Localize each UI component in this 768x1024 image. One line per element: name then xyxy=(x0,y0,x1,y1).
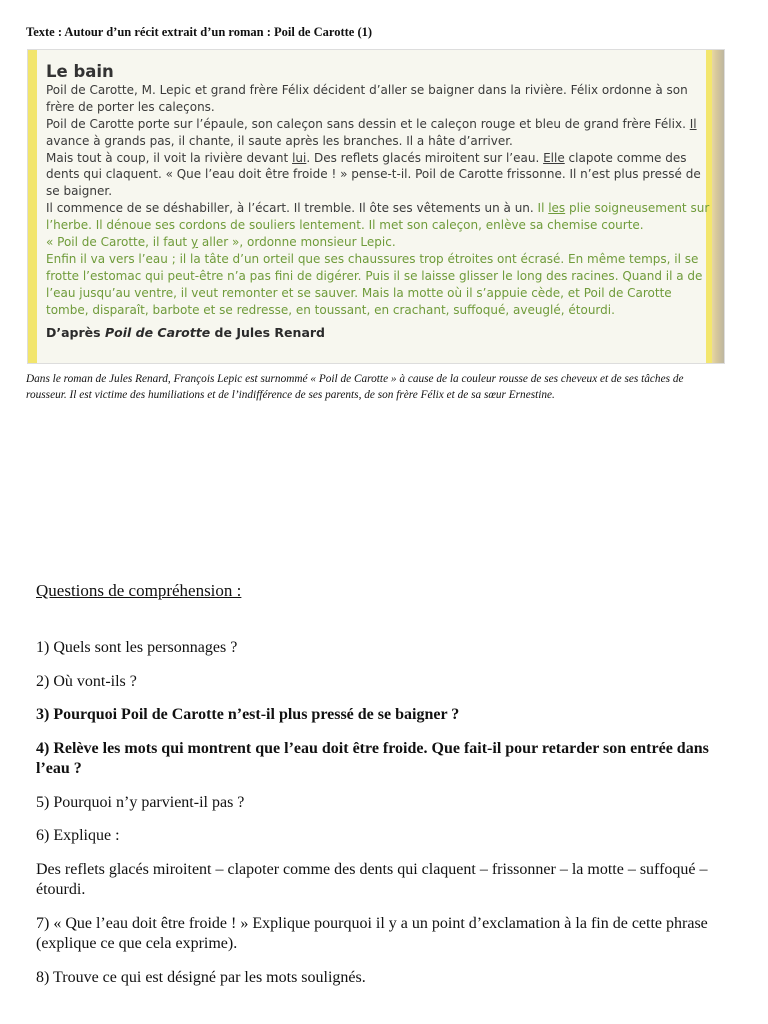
question-7: 7) « Que l’eau doit être froide ! » Explique pourquoi il y a un point d’exclamation à la fin de cette phrase (explique ce que cela exprime). xyxy=(36,914,708,952)
scan-book-fold xyxy=(712,50,724,363)
page-header: Texte : Autour d’un récit extrait d’un roman : Poil de Carotte (1) xyxy=(26,25,373,39)
underlined-il: Il xyxy=(689,116,697,131)
questions-list xyxy=(36,638,726,1001)
excerpt-paragraph-6: Enfin il va vers l’eau ; il la tâte d’un orteil que ses chaussures trop étroites ont écrasé. En même temps, il se frotte l’estomac qui peut-être n’a pas fini de digérer. Puis il se laisse glisser le long des racines. Quand il a de l’eau jusqu’au ventre, il veut remonter et se sauver. Mais la motte où il s’appuie cède, et Poil de Carotte tombe, disparaît, barbote et se redresse, en toussant, en crachant, suffoqué, aveuglé, étourdi. xyxy=(46,251,703,317)
underlined-lui: lui xyxy=(292,150,307,165)
question-1: 1) Quels sont les personnages ? xyxy=(36,639,238,656)
scan-border-left xyxy=(28,50,37,363)
excerpt-attribution: D’après Poil de Carotte de Jules Renard xyxy=(46,324,325,340)
question-4: 4) Relève les mots qui montrent que l’eau doit être froide. Que fait-il pour retarder son entrée dans l’eau ? xyxy=(36,739,709,777)
excerpt-scan xyxy=(27,49,725,364)
question-2: 2) Où vont-ils ? xyxy=(36,672,137,690)
question-3: 3) Pourquoi Poil de Carotte n’est-il plus pressé de se baigner ? xyxy=(36,706,460,723)
excerpt-paragraph-5: « Poil de Carotte, il faut y aller », ordonne monsieur Lepic. xyxy=(46,235,396,250)
questions-title: Questions de compréhension : xyxy=(36,581,242,600)
question-5: 5) Pourquoi n’y parvient-il pas ? xyxy=(36,793,245,811)
excerpt-paragraph-4: Il commence de se déshabiller, à l’écart. Il tremble. Il ôte ses vêtements un à un. Il les plie soigneusement sur l’herbe. Il dénoue ses cordons de souliers lentement. Il met son caleçon, enlève sa chemise courte. xyxy=(46,201,710,233)
excerpt-title: Le bain xyxy=(46,62,114,81)
underlined-les: les xyxy=(548,201,566,216)
context-caption: Dans le roman de Jules Renard, François Lepic est surnommé « Poil de Carotte » à cause de la couleur rousse de ses cheveux et de ses tâches de rousseur. Il est victime des humiliations et de l’indifférence de ses parents, de son frère Félix et de sa sœur Ernestine. xyxy=(26,373,684,401)
excerpt-paragraph-1: Poil de Carotte, M. Lepic et grand frère Félix décident d’aller se baigner dans la rivière. Félix ordonne à son frère de porter les caleçons. xyxy=(46,82,688,114)
question-6: 6) Explique : xyxy=(36,827,120,844)
excerpt-body xyxy=(46,64,712,342)
excerpt-paragraph-3: Mais tout à coup, il voit la rivière devant lui. Des reflets glacés miroitent sur l’eau. Elle clapote comme des dents qui claquent. « Que l’eau doit être froide ! » pense-t-il. Poil de Carotte frissonne. Il n’est plus pressé de se baigner. xyxy=(46,150,701,199)
excerpt-paragraph-2: Poil de Carotte porte sur l’épaule, son caleçon sans dessin et le caleçon rouge et bleu de grand frère Félix. Il avance à grands pas, il chante, il saute après les branches. Il a hâte d’arriver. xyxy=(46,116,697,148)
underlined-y: y xyxy=(190,235,199,250)
question-8: 8) Trouve ce qui est désigné par les mots soulignés. xyxy=(36,968,366,986)
underlined-elle: Elle xyxy=(543,150,565,165)
question-6-terms: Des reflets glacés miroitent – clapoter comme des dents qui claquent – frissonner – la motte – suffoqué – étourdi. xyxy=(36,860,708,898)
